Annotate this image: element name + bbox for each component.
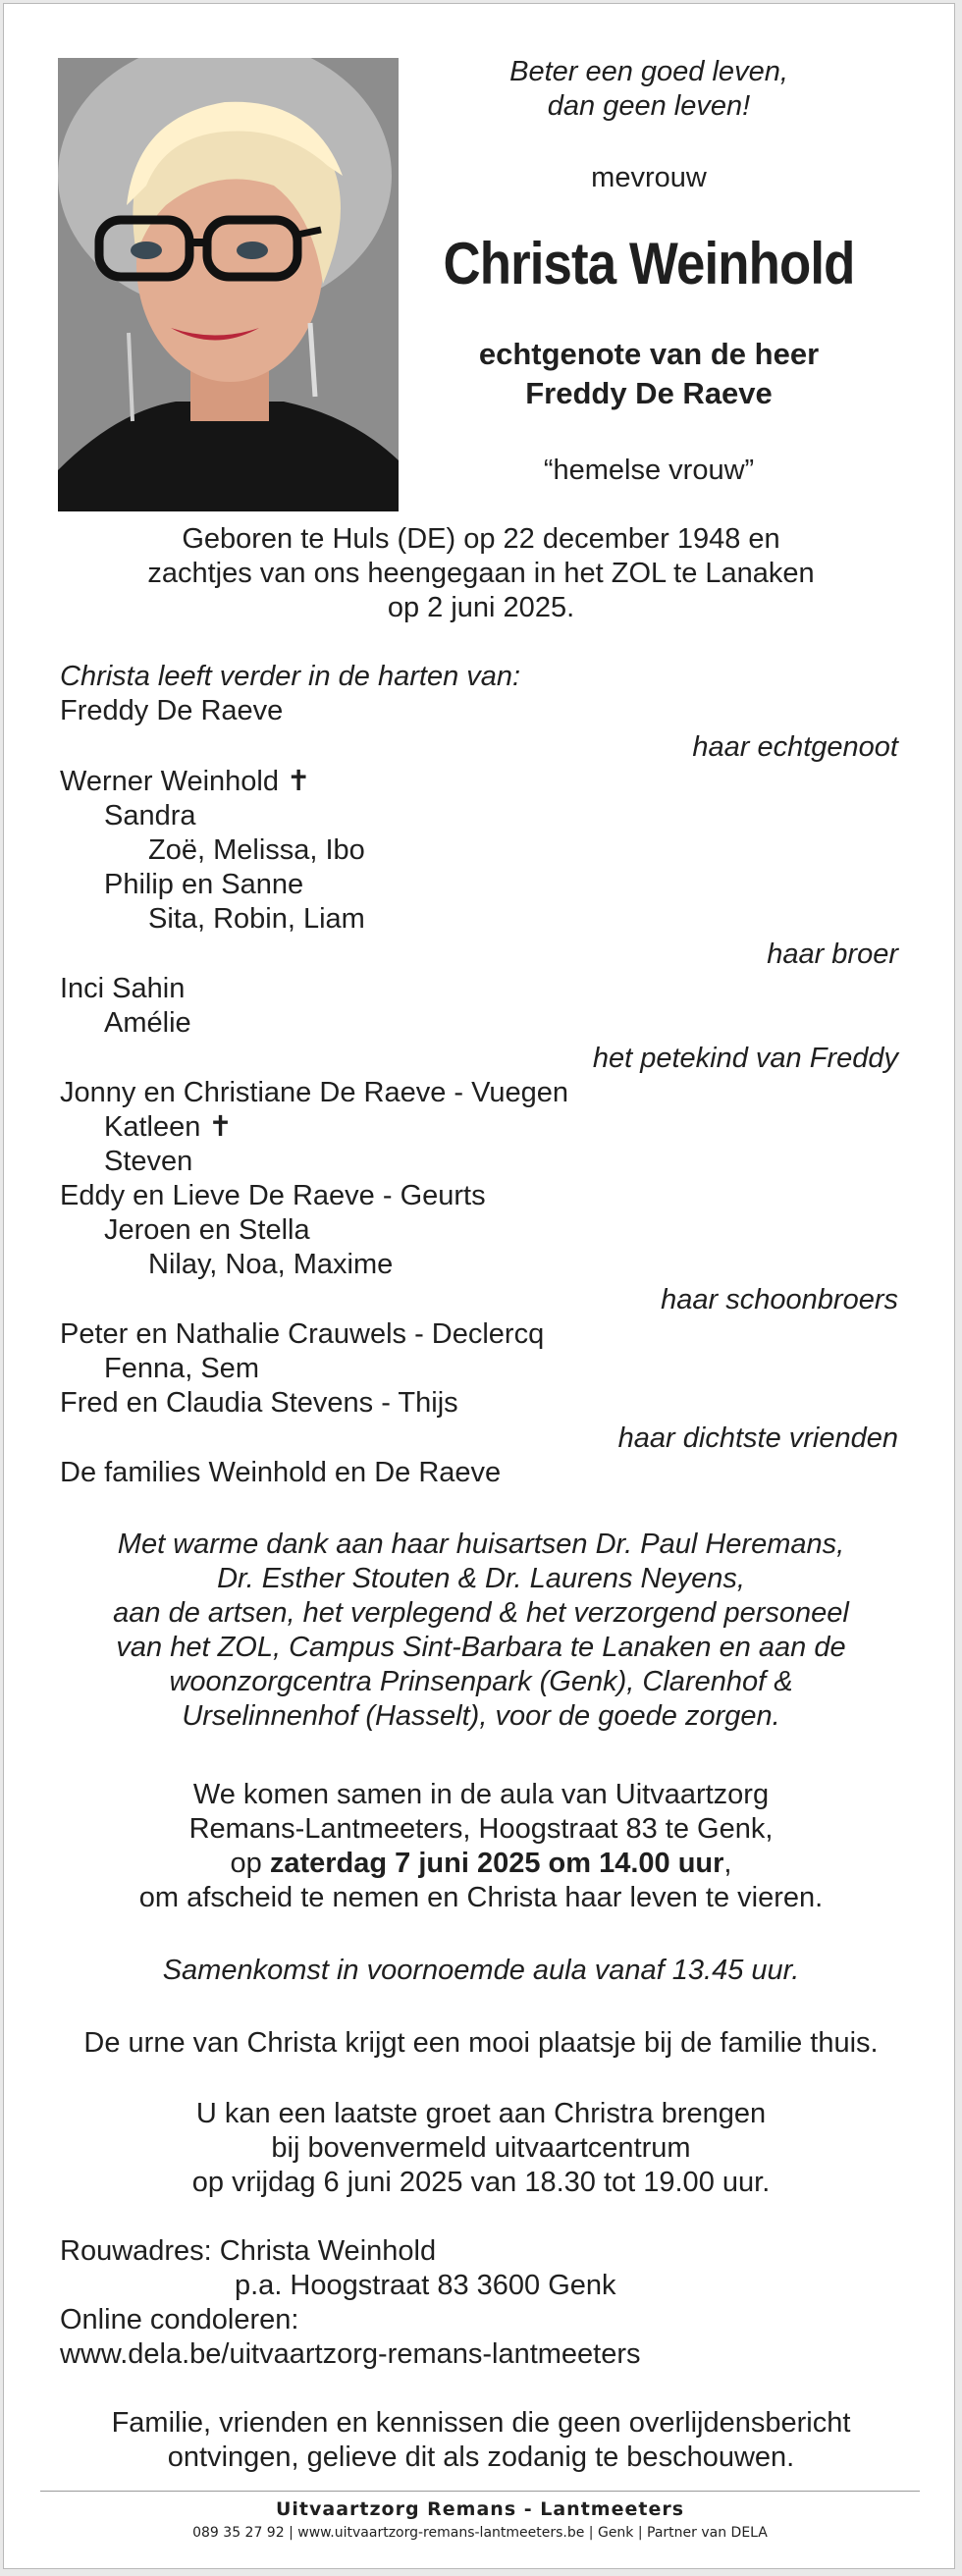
family-line: Sandra (104, 800, 196, 832)
notice-line-2: ontvingen, gelieve dit als zodanig te beschouwen. (167, 2442, 795, 2473)
service-date-suffix: , (723, 1848, 732, 1879)
birth-line-2: zachtjes van ons heengegaan in het ZOL te Lanaken (147, 558, 815, 589)
footer-divider (40, 2491, 920, 2492)
family-line: Sita, Robin, Liam (148, 903, 365, 935)
greet-line-2: bij bovenvermeld uitvaartcentrum (271, 2132, 691, 2164)
family-line: Eddy en Lieve De Raeve - Geurts (60, 1180, 486, 1211)
spouse-line-1: echtgenote van de heer (478, 337, 820, 371)
family-line: Freddy De Raeve (60, 695, 284, 726)
family-line: Amélie (104, 1007, 191, 1039)
greet-line-3: op vrijdag 6 juni 2025 van 18.30 tot 19.00 uur. (191, 2167, 771, 2198)
family-line: Philip en Sanne (104, 869, 304, 900)
relation-label: haar echtgenoot (692, 731, 898, 763)
online-condolence-link[interactable]: www.dela.be/uitvaartzorg-remans-lantmeeters (60, 2338, 641, 2370)
family-line: Peter en Nathalie Crauwels - Declercq (60, 1318, 545, 1350)
family-line: Jonny en Christiane De Raeve - Vuegen (60, 1077, 569, 1108)
family-line: Nilay, Noa, Maxime (148, 1249, 394, 1280)
spouse-line-2: Freddy De Raeve (525, 376, 773, 410)
obituary-card (3, 3, 955, 2569)
portrait-illustration (58, 58, 399, 511)
thanks-line-6: Urselinnenhof (Hasselt), voor de goede zorgen. (182, 1700, 780, 1732)
thanks-line-1: Met warme dank aan haar huisartsen Dr. Paul Heremans, (117, 1529, 845, 1560)
service-line-2: Remans-Lantmeeters, Hoogstraat 83 te Genk, (188, 1813, 774, 1845)
service-line-4: om afscheid te nemen en Christa haar leven te vieren. (138, 1882, 824, 1913)
service-line-1: We komen samen in de aula van Uitvaartzorg (192, 1779, 770, 1810)
urn-note: De urne van Christa krijgt een mooi plaatsje bij de familie thuis. (83, 2027, 879, 2059)
service-line-3 (58, 1847, 904, 1881)
relation-label: het petekind van Freddy (592, 1043, 898, 1074)
relation-label: haar broer (767, 939, 898, 970)
family-intro: Christa leeft verder in de harten van: (60, 661, 521, 692)
thanks-line-2: Dr. Esther Stouten & Dr. Laurens Neyens, (217, 1563, 745, 1594)
motto-line-2: dan geen leven! (547, 90, 751, 122)
motto-line-1: Beter een goed leven, (509, 56, 788, 87)
family-line: Fenna, Sem (104, 1353, 259, 1384)
funeral-company-name: Uitvaartzorg Remans - Lantmeeters (275, 2498, 685, 2520)
family-line: Werner Weinhold ✝ (60, 766, 311, 797)
salutation: mevrouw (591, 162, 707, 193)
mourning-address-label: Rouwadres: Christa Weinhold (60, 2235, 437, 2267)
family-line: De families Weinhold en De Raeve (60, 1457, 502, 1488)
gathering-note: Samenkomst in voornoemde aula vanaf 13.45 uur. (162, 1955, 800, 1986)
family-line: Jeroen en Stella (104, 1214, 310, 1246)
birth-line-1: Geboren te Huls (DE) op 22 december 1948 en (182, 523, 780, 555)
relation-label: haar schoonbroers (661, 1284, 898, 1315)
family-line: Katleen ✝ (104, 1111, 233, 1143)
thanks-line-5: woonzorgcentra Prinsenpark (Genk), Clarenhof & (169, 1666, 793, 1697)
thanks-line-4: van het ZOL, Campus Sint-Barbara te Lanaken en aan de (116, 1632, 846, 1663)
mourning-address: p.a. Hoogstraat 83 3600 Genk (235, 2270, 616, 2301)
greet-line-1: U kan een laatste groet aan Christra brengen (195, 2098, 767, 2129)
family-line: Steven (104, 1146, 193, 1177)
service-date-prefix: op (230, 1848, 270, 1879)
family-line: Inci Sahin (60, 973, 186, 1004)
deceased-name: Christa Weinhold (443, 231, 855, 296)
online-condolence-label: Online condoleren: (60, 2304, 299, 2335)
birth-line-3: op 2 juni 2025. (387, 592, 575, 623)
thanks-line-3: aan de artsen, het verplegend & het verzorgend personeel (113, 1597, 849, 1629)
relation-label: haar dichtste vrienden (617, 1422, 898, 1454)
nickname-quote: “hemelse vrouw” (543, 455, 755, 486)
notice-line-1: Familie, vrienden en kennissen die geen overlijdensbericht (111, 2407, 851, 2439)
family-line: Fred en Claudia Stevens - Thijs (60, 1387, 458, 1419)
service-date: zaterdag 7 juni 2025 om 14.00 uur (269, 1848, 724, 1879)
family-line: Zoë, Melissa, Ibo (148, 834, 365, 866)
funeral-company-details: 089 35 27 92 | www.uitvaartzorg-remans-lantmeeters.be | Genk | Partner van DELA (192, 2525, 768, 2541)
portrait-photo (58, 58, 399, 511)
